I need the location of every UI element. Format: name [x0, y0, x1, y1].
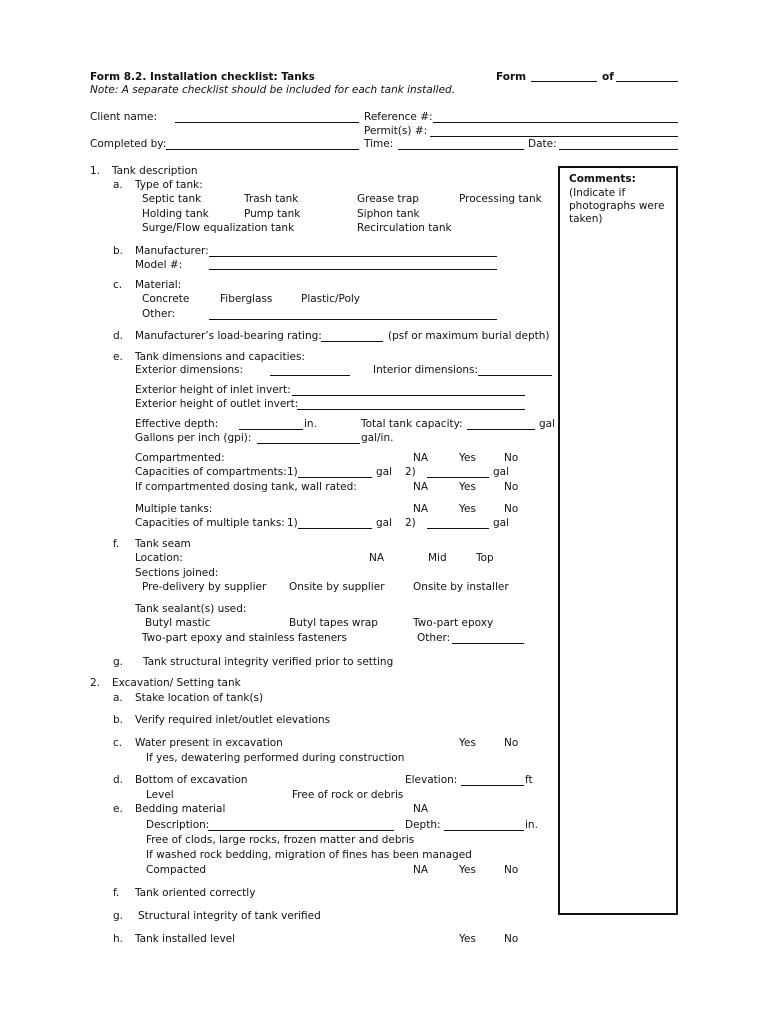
option-free-of-rock[interactable]: Free of rock or debris	[292, 789, 404, 801]
comments-note-2: photographs were	[569, 200, 665, 212]
sections-joined-label: Sections joined:	[135, 567, 219, 579]
s2d-letter: d.	[113, 774, 124, 786]
elevation-field[interactable]	[461, 785, 524, 786]
water-present-label: Water present in excavation	[135, 737, 283, 749]
option-onsite-installer[interactable]: Onsite by installer	[413, 581, 509, 593]
time-label: Time:	[364, 138, 394, 150]
compartmented-yes[interactable]: Yes	[459, 452, 476, 464]
s2c-letter: c.	[113, 737, 123, 749]
s1-number: 1.	[90, 165, 101, 177]
sealant-label: Tank sealant(s) used:	[135, 603, 247, 615]
date-field[interactable]	[559, 149, 678, 150]
bedding-na[interactable]: NA	[413, 803, 429, 815]
compartment-1-label: 1)	[287, 466, 298, 478]
option-trash-tank[interactable]: Trash tank	[244, 193, 299, 205]
option-recirculation-tank[interactable]: Recirculation tank	[357, 222, 452, 234]
model-field[interactable]	[209, 269, 497, 270]
material-label: Material:	[135, 279, 182, 291]
multiple-yes[interactable]: Yes	[459, 503, 476, 515]
multiple-na[interactable]: NA	[413, 503, 429, 515]
comments-box[interactable]	[558, 166, 678, 915]
comments-note-1: (Indicate if	[569, 187, 626, 199]
compacted-no[interactable]: No	[504, 864, 519, 876]
compacted-na[interactable]: NA	[413, 864, 429, 876]
multiple-1-unit: gal	[376, 517, 393, 529]
option-onsite-supplier[interactable]: Onsite by supplier	[289, 581, 385, 593]
form-label: Form	[496, 71, 527, 83]
multiple-tanks-label: Multiple tanks:	[135, 503, 213, 515]
installed-level-label: Tank installed level	[135, 933, 236, 945]
form-number-field[interactable]	[531, 81, 597, 82]
s1f-letter: f.	[113, 538, 120, 550]
s2e-letter: e.	[113, 803, 123, 815]
exterior-dimensions-label: Exterior dimensions:	[135, 364, 244, 376]
option-pre-delivery[interactable]: Pre-delivery by supplier	[142, 581, 267, 593]
option-butyl-mastic[interactable]: Butyl mastic	[145, 617, 211, 629]
client-name-field[interactable]	[175, 122, 359, 123]
option-pump-tank[interactable]: Pump tank	[244, 208, 301, 220]
effective-depth-unit: in.	[304, 418, 317, 430]
compartmented-no[interactable]: No	[504, 452, 519, 464]
multiple-1-field[interactable]	[298, 528, 372, 529]
multiple-capacities-label: Capacities of multiple tanks:	[135, 517, 285, 529]
compacted-label: Compacted	[146, 864, 207, 876]
installed-level-yes[interactable]: Yes	[459, 933, 476, 945]
multiple-2-unit: gal	[493, 517, 510, 529]
multiple-no[interactable]: No	[504, 503, 519, 515]
s2-title: Excavation/ Setting tank	[112, 677, 241, 689]
option-two-part-epoxy[interactable]: Two-part epoxy	[413, 617, 494, 629]
option-grease-trap[interactable]: Grease trap	[357, 193, 419, 205]
tank-oriented-label: Tank oriented correctly	[135, 887, 256, 899]
option-butyl-tapes[interactable]: Butyl tapes wrap	[289, 617, 378, 629]
total-capacity-unit: gal	[539, 418, 556, 430]
multiple-1-label: 1)	[287, 517, 298, 529]
s2a-letter: a.	[113, 692, 123, 704]
reference-label: Reference #:	[364, 111, 433, 123]
multiple-2-field[interactable]	[427, 528, 489, 529]
bedding-description-label: Description:	[146, 819, 210, 831]
option-holding-tank[interactable]: Holding tank	[142, 208, 209, 220]
elevation-unit: ft	[525, 774, 533, 786]
inlet-invert-field[interactable]	[292, 395, 525, 396]
reference-field[interactable]	[433, 122, 678, 123]
s1-title: Tank description	[112, 165, 198, 177]
permit-label: Permit(s) #:	[364, 125, 428, 137]
s1a-letter: a.	[113, 179, 123, 191]
free-of-clods-label: Free of clods, large rocks, frozen matter and debris	[146, 834, 415, 846]
material-other-label: Other:	[142, 308, 176, 320]
seam-na[interactable]: NA	[369, 552, 385, 564]
comments-title: Comments:	[569, 173, 636, 185]
compartment-2-unit: gal	[493, 466, 510, 478]
s2f-letter: f.	[113, 887, 120, 899]
bedding-depth-field[interactable]	[444, 830, 524, 831]
tank-seam-label: Tank seam	[135, 538, 191, 550]
load-rating-label: Manufacturer’s load-bearing rating:	[135, 330, 322, 342]
multiple-2-label: 2)	[405, 517, 416, 529]
s2g-letter: g.	[113, 910, 124, 922]
manufacturer-label: Manufacturer:	[135, 245, 209, 257]
load-rating-field[interactable]	[321, 341, 383, 342]
stake-location-label: Stake location of tank(s)	[135, 692, 264, 704]
sealant-other-label: Other:	[417, 632, 451, 644]
date-label: Date:	[528, 138, 557, 150]
option-concrete[interactable]: Concrete	[142, 293, 190, 305]
type-of-tank-label: Type of tank:	[135, 179, 203, 191]
water-yes[interactable]: Yes	[459, 737, 476, 749]
inlet-invert-label: Exterior height of inlet invert:	[135, 384, 291, 396]
dimensions-title: Tank dimensions and capacities:	[135, 351, 305, 363]
gpi-field[interactable]	[257, 443, 360, 444]
compartment-2-field[interactable]	[427, 477, 489, 478]
time-field[interactable]	[398, 149, 524, 150]
sealant-other-field[interactable]	[452, 643, 524, 644]
total-capacity-label: Total tank capacity:	[361, 418, 463, 430]
exterior-dimensions-field[interactable]	[270, 375, 350, 376]
option-surge-tank[interactable]: Surge/Flow equalization tank	[142, 222, 295, 234]
washed-rock-label: If washed rock bedding, migration of fines has been managed	[146, 849, 472, 861]
compartment-1-unit: gal	[376, 466, 393, 478]
compartmented-label: Compartmented:	[135, 452, 225, 464]
client-name-label: Client name:	[90, 111, 158, 123]
bedding-material-label: Bedding material	[135, 803, 226, 815]
compartment-capacities-label: Capacities of compartments:	[135, 466, 287, 478]
s2-number: 2.	[90, 677, 101, 689]
gpi-label: Gallons per inch (gpi):	[135, 432, 252, 444]
completed-by-label: Completed by:	[90, 138, 167, 150]
form-note: Note: A separate checklist should be included for each tank installed.	[90, 84, 456, 96]
comments-note-3: taken)	[569, 213, 603, 225]
option-siphon-tank[interactable]: Siphon tank	[357, 208, 420, 220]
manufacturer-field[interactable]	[209, 256, 497, 257]
s1c-letter: c.	[113, 279, 123, 291]
s1d-letter: d.	[113, 330, 124, 342]
s2h-letter: h.	[113, 933, 123, 945]
outlet-invert-field[interactable]	[297, 409, 525, 410]
option-level[interactable]: Level	[146, 789, 174, 801]
bottom-excavation-label: Bottom of excavation	[135, 774, 248, 786]
s2b-letter: b.	[113, 714, 124, 726]
dosing-yes[interactable]: Yes	[459, 481, 476, 493]
dosing-wall-label: If compartmented dosing tank, wall rated:	[135, 481, 357, 493]
completed-by-field[interactable]	[166, 149, 359, 150]
seam-top[interactable]: Top	[476, 552, 494, 564]
option-fiberglass[interactable]: Fiberglass	[220, 293, 273, 305]
material-other-field[interactable]	[209, 319, 497, 320]
structural-prior-label: Tank structural integrity verified prior to setting	[143, 656, 394, 668]
compartment-1-field[interactable]	[298, 477, 372, 478]
form-total-field[interactable]	[616, 81, 678, 82]
total-capacity-field[interactable]	[467, 429, 535, 430]
bedding-depth-unit: in.	[525, 819, 538, 831]
s1g-letter: g.	[113, 656, 124, 668]
compacted-yes[interactable]: Yes	[459, 864, 476, 876]
seam-mid[interactable]: Mid	[428, 552, 447, 564]
option-plastic-poly[interactable]: Plastic/Poly	[301, 293, 361, 305]
s1e-letter: e.	[113, 351, 123, 363]
compartment-2-label: 2)	[405, 466, 416, 478]
interior-dimensions-field[interactable]	[478, 375, 552, 376]
verify-elevations-label: Verify required inlet/outlet elevations	[135, 714, 331, 726]
option-processing-tank[interactable]: Processing tank	[459, 193, 542, 205]
of-label: of	[602, 71, 614, 83]
effective-depth-label: Effective depth:	[135, 418, 219, 430]
outlet-invert-label: Exterior height of outlet invert:	[135, 398, 299, 410]
gpi-unit: gal/in.	[361, 432, 394, 444]
load-rating-unit: (psf or maximum burial depth)	[388, 330, 550, 342]
form-title: Form 8.2. Installation checklist: Tanks	[90, 71, 315, 83]
seam-location-label: Location:	[135, 552, 183, 564]
dosing-na[interactable]: NA	[413, 481, 429, 493]
interior-dimensions-label: Interior dimensions:	[373, 364, 479, 376]
model-label: Model #:	[135, 259, 183, 271]
installed-level-no[interactable]: No	[504, 933, 519, 945]
compartmented-na[interactable]: NA	[413, 452, 429, 464]
dosing-no[interactable]: No	[504, 481, 519, 493]
option-septic-tank[interactable]: Septic tank	[142, 193, 202, 205]
bedding-depth-label: Depth:	[405, 819, 441, 831]
elevation-label: Elevation:	[405, 774, 458, 786]
effective-depth-field[interactable]	[239, 429, 303, 430]
bedding-description-field[interactable]	[208, 830, 394, 831]
dewatering-label: If yes, dewatering performed during construction	[146, 752, 405, 764]
permit-field[interactable]	[430, 136, 678, 137]
s1b-letter: b.	[113, 245, 124, 257]
structural-verified-label: Structural integrity of tank verified	[138, 910, 321, 922]
water-no[interactable]: No	[504, 737, 519, 749]
option-epoxy-stainless[interactable]: Two-part epoxy and stainless fasteners	[142, 632, 347, 644]
